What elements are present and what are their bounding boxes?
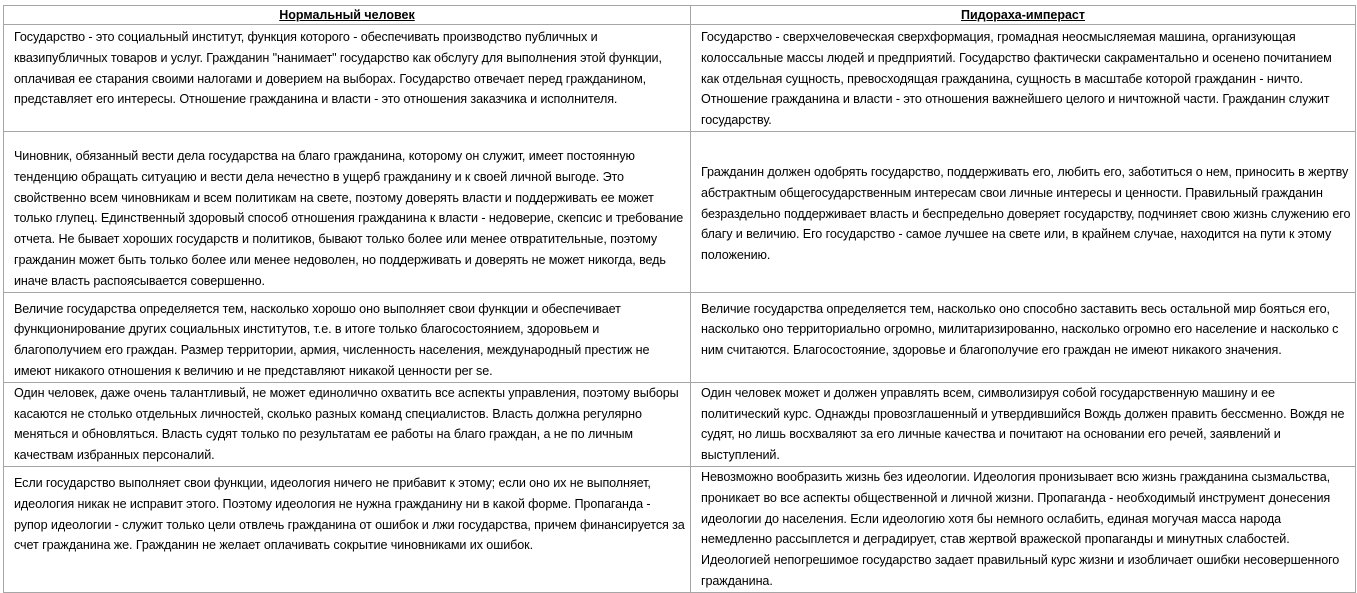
cell-text: Один человек может и должен управлять всем, символизируя собой государственную машину и ее политический курс. Однажды провозглашенный и утвердившийся Вождь должен править бессменно. Вождя не судят, но лишь восхваляют за его личные качества и почитают на основании его речей, заявлений и выступлений. bbox=[701, 385, 1345, 463]
cell-right[interactable] bbox=[691, 131, 1356, 292]
cell-right[interactable] bbox=[691, 25, 1356, 132]
cell-text: Чиновник, обязанный вести дела государства на благо гражданина, которому он служит, имеет постоянную тенденцию обращать ситуацию и вести дела нечестно в ущерб гражданину и к своей личной выгоде. Это свойственно всем чиновникам и всем политикам на свете, поэтому доверять власти и поддерживать ее может только глупец. Единственный здоровый способ отношения гражданина к власти - недоверие, скепсис и требование отчета. Не бывает хороших государств и политиков, бывают только более или менее отвратительные, поэтому гражданин может быть только более или менее недоволен, но поддерживать и доверять не может никогда, ведь иначе власть распоясывается совершенно. bbox=[14, 148, 684, 288]
cell-right[interactable] bbox=[691, 466, 1356, 592]
cell-left[interactable] bbox=[4, 25, 691, 132]
cell-text: Невозможно вообразить жизнь без идеологии. Идеология пронизывает всю жизнь гражданина сызмальства, проникает во все аспекты общественной и личной жизни. Пропаганда - необходимый инструмент донесения идеологии до населения. Если идеологию хотя бы немного ослабить, единая могучая масса народа немедленно рассыплется и деградирует, став жертвой вражеской пропаганды и минутных слабостей. Идеологией непогрешимое государство задает правильный курс жизни и изобличает ошибки несовершенного гражданина. bbox=[701, 469, 1340, 588]
cell-text: Величие государства определяется тем, насколько оно способно заставить весь остальной мир бояться его, насколько оно территориально огромно, милитаризированно, насколько огромно его население и насколько с ним считаются. Благосостояние, здоровье и благополучие его граждан не имеют никакого значения. bbox=[701, 301, 1339, 358]
cell-right[interactable] bbox=[691, 292, 1356, 382]
cell-text: Величие государства определяется тем, насколько хорошо оно выполняет свои функции и обеспечивает функционирование других социальных институтов, т.е. в итоге только благосостоянием, здоровьем и благополучием его граждан. Размер территории, армия, численность населения, международный престиж не имеют никакого отношения к величию и не представляют никакой ценности per se. bbox=[14, 301, 650, 378]
cell-text: Государство - сверхчеловеческая сверхформация, громадная неосмысляемая машина, организующая колоссальные массы людей и предприятий. Государство фактически сакраментально и осенено почитанием как отдельная сущность, превосходящая гражданина, сущность в масштабе которой гражданин - ничто. Отношение гражданина и власти - это отношения важнейшего целого и ничтожной части. Гражданин служит государству. bbox=[701, 30, 1332, 128]
cell-text: Если государство выполняет свои функции, идеология ничего не прибавит к этому; если оно их не выполняет, идеология никак не исправит этого. Поэтому идеология не нужна гражданину ни в какой форме. Пропаганда - рупор идеологии - служит только цели отвлечь гражданина от ошибок и лжи государства, причем финансируется за счет гражданина же. Гражданин не желает оплачивать сокрытие чиновниками их ошибок. bbox=[14, 475, 685, 553]
cell-left[interactable] bbox=[4, 131, 691, 292]
table-row bbox=[4, 382, 1356, 466]
cell-text: Государство - это социальный институт, функция которого - обеспечивать производство публичных и квазипубличных товаров и услуг. Гражданин "нанимает" государство как обслугу для выполнения этой функции, оплачивая ее старания своими налогами и доверием на выборах. Государство отвечает перед гражданином, представляет его интересы. Отношение гражданина и власти - это отношения заказчика и исполнителя. bbox=[14, 30, 662, 107]
table-row bbox=[4, 466, 1356, 592]
cell-right[interactable] bbox=[691, 382, 1356, 466]
header-left[interactable]: Нормальный человек bbox=[4, 6, 691, 25]
cell-left[interactable] bbox=[4, 292, 691, 382]
cell-left[interactable] bbox=[4, 466, 691, 592]
header-row bbox=[4, 6, 1356, 25]
table-row bbox=[4, 131, 1356, 292]
cell-left[interactable] bbox=[4, 382, 691, 466]
comparison-table bbox=[3, 5, 1356, 593]
cell-text: Гражданин должен одобрять государство, поддерживать его, любить его, заботиться о нем, приносить в жертву абстрактным общегосударственным интересам свои личные интересы и ценности. Правильный гражданин безраздельно поддерживает власть и беспредельно доверяет государству, подчиняет свою жизнь служению его благу и величию. Его государство - самое лучшее на свете или, в крайнем случае, находится на пути к этому положению. bbox=[701, 164, 1351, 263]
table-row bbox=[4, 292, 1356, 382]
header-right[interactable]: Пидораха-имперaст bbox=[691, 6, 1356, 25]
cell-text: Один человек, даже очень талантливый, не может единолично охватить все аспекты управления, поэтому выборы касаются не столько отдельных личностей, сколько разных команд специалистов. Власть должна регулярно меняться и обновляться. Власть судят только по результатам ее работы на благо граждан, а не по личным качествам избранных персоналий. bbox=[14, 385, 679, 463]
table-row bbox=[4, 25, 1356, 132]
